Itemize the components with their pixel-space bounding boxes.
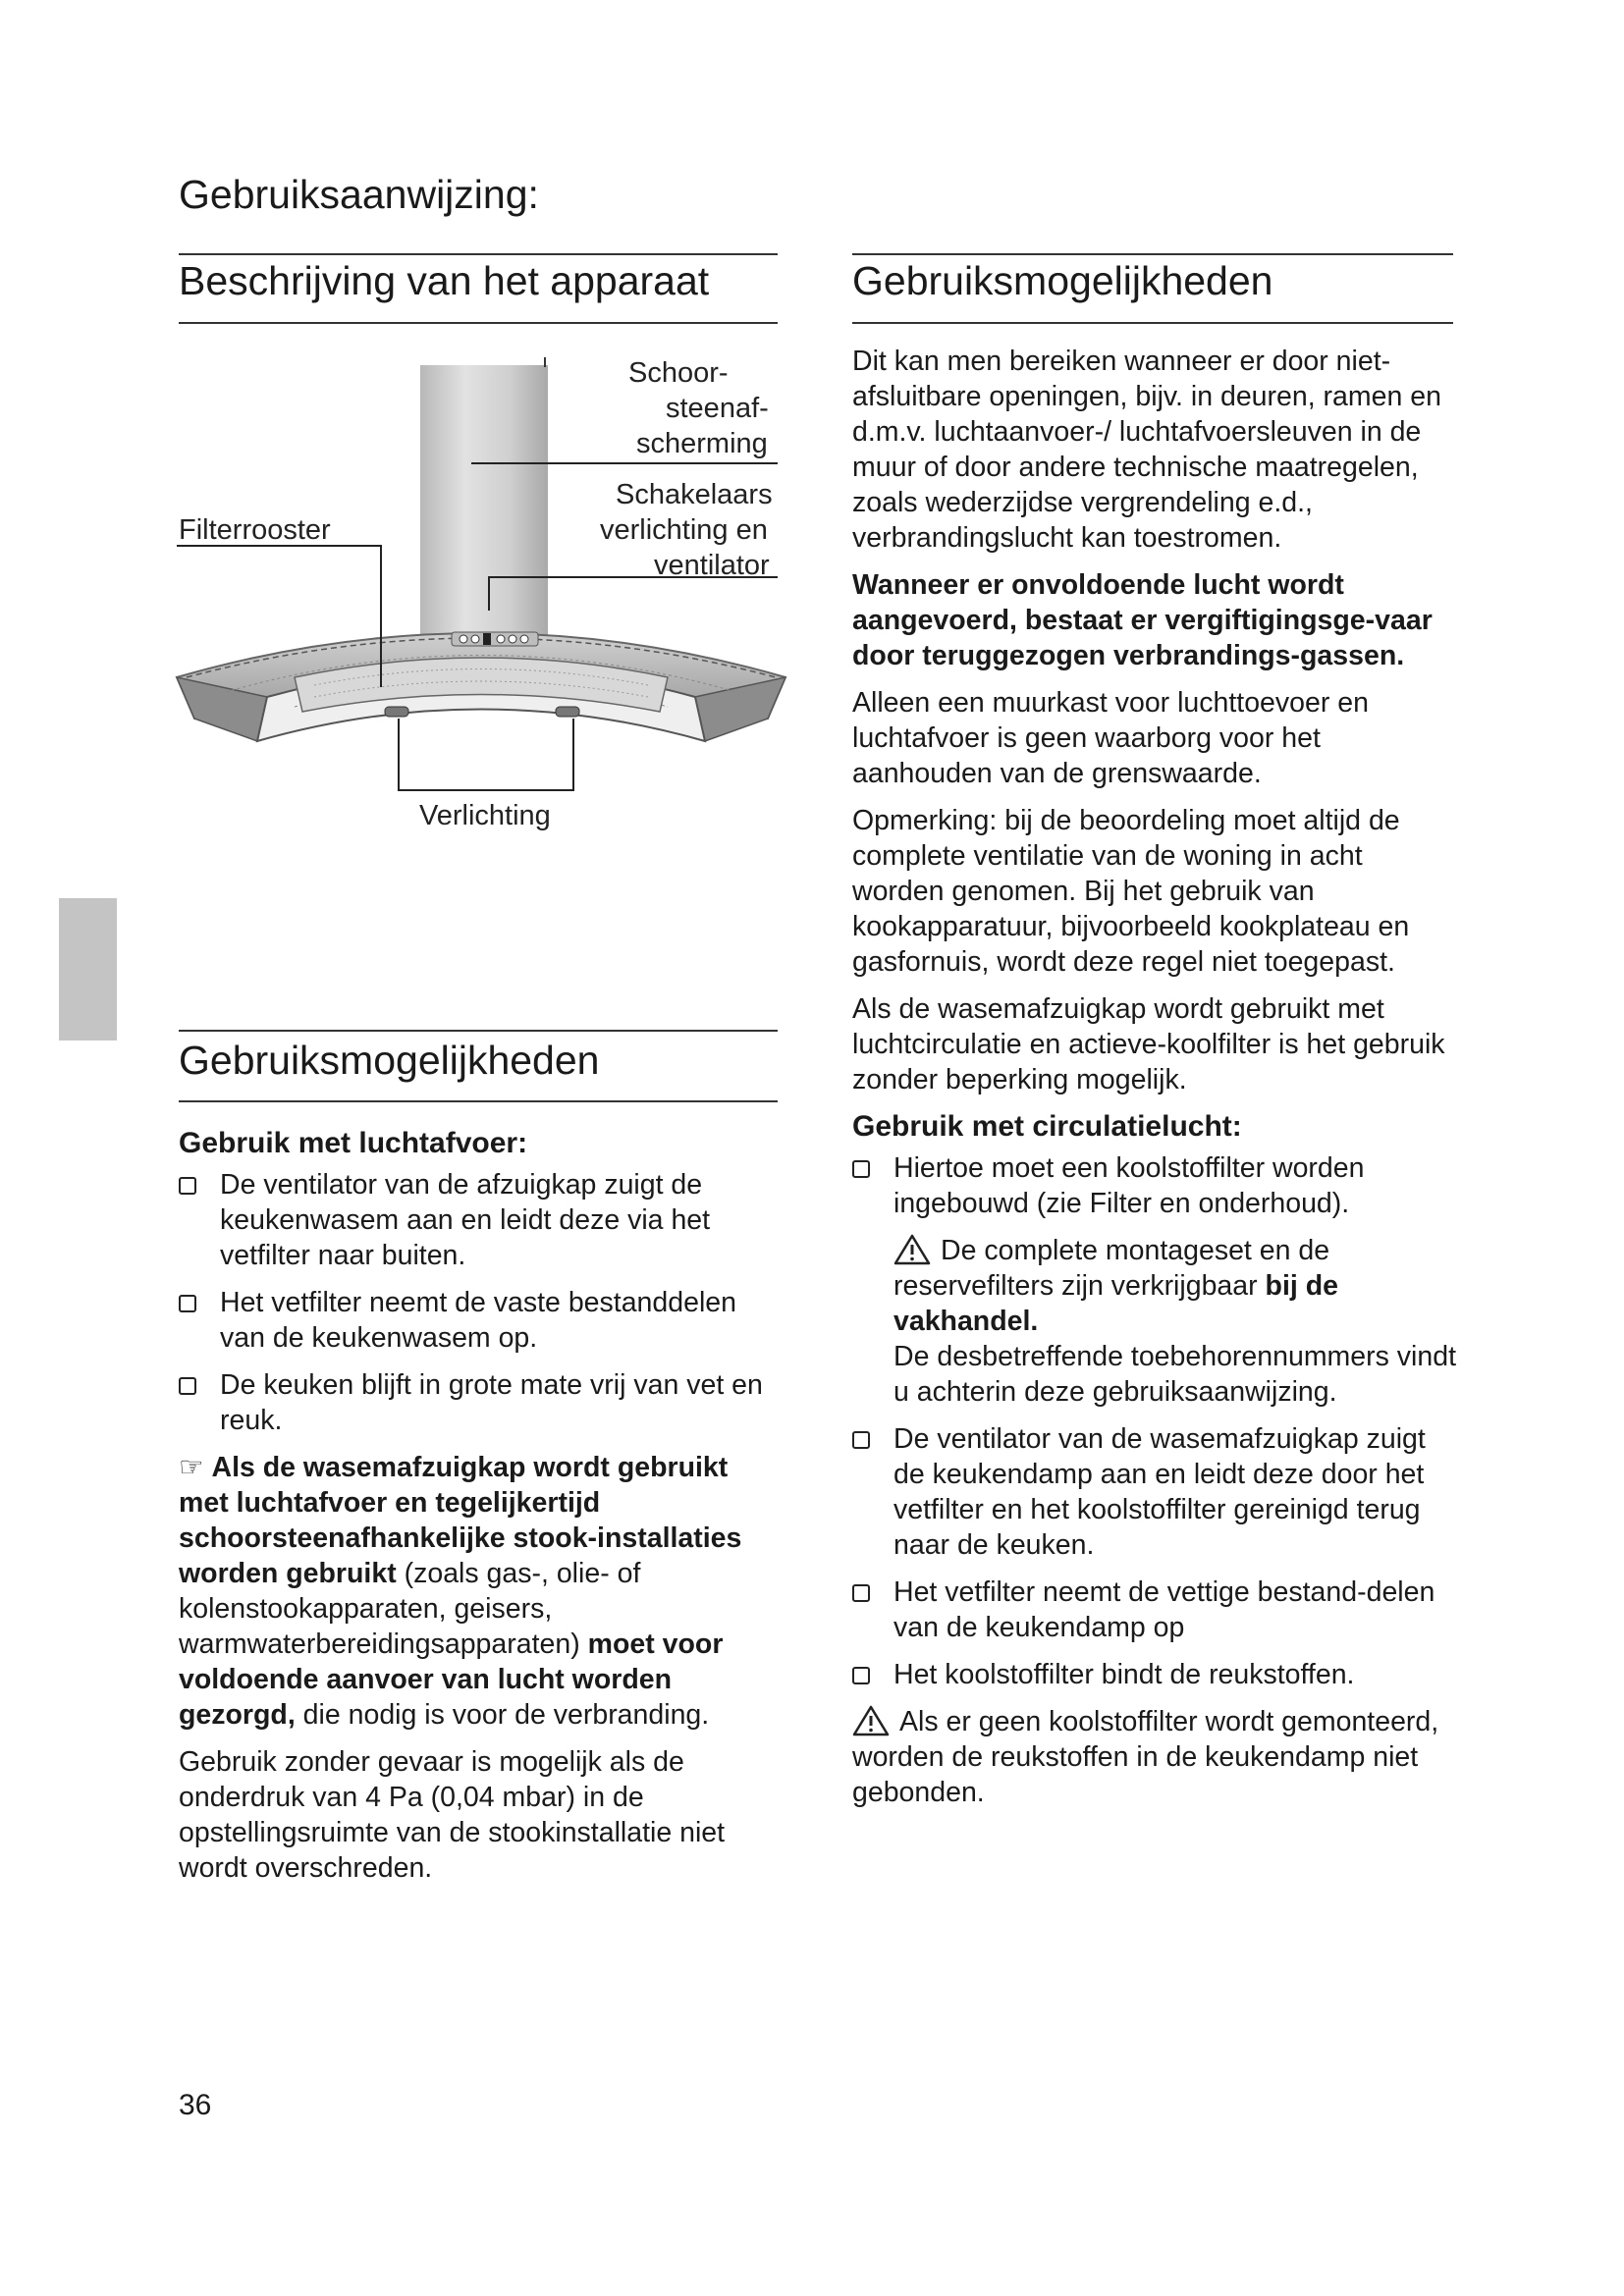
list-item: Hiertoe moet een koolstoffilter worden ingebouwd (zie Filter en onderhoud).: [852, 1150, 1456, 1221]
page-title: Gebruiksaanwijzing:: [179, 172, 539, 217]
note-paragraph: ☞ Als de wasemafzuigkap wordt gebruikt met luchtafvoer en tegelijkertijd schoorsteenafhankelijke stook-installaties worden gebruikt (zoals gas-, olie- of kolenstookapparaten, geisers, warmwaterbereidingsapparaten) moet voor voldoende aanvoer van lucht worden gezorgd, die nodig is voor de verbranding.: [179, 1452, 742, 1731]
divider: [852, 322, 1453, 324]
checkbox-bullet-icon: [852, 1667, 870, 1684]
section-title-description: Beschrijving van het apparaat: [179, 258, 710, 303]
chimney-cover: [420, 357, 548, 638]
list-item: Het vetfilter neemt de vettige bestand-delen van de keukendamp op: [852, 1575, 1456, 1645]
divider: [179, 322, 778, 324]
list-item: De ventilator van de afzuigkap zuigt de keukenwasem aan en leidt deze via het vetfilter naar buiten.: [179, 1167, 773, 1273]
label-chimney: steenaf-: [666, 393, 769, 424]
divider: [179, 1100, 778, 1102]
section-tab-marker: [59, 898, 117, 1041]
left-column-body: [179, 1126, 773, 1897]
checkbox-bullet-icon: [179, 1177, 196, 1195]
checkbox-bullet-icon: [852, 1431, 870, 1449]
control-panel: [452, 632, 538, 646]
warning-paragraph: Wanneer er onvoldoende lucht wordt aangevoerd, bestaat er vergiftigingsge-vaar door teruggezogen verbrandings-gassen.: [852, 569, 1433, 671]
label-switches: ventilator: [654, 550, 770, 581]
list-item: Het koolstoffilter bindt de reukstoffen.: [852, 1657, 1456, 1692]
section-title-usage-right: Gebruiksmogelijkheden: [852, 258, 1273, 303]
label-lighting: Verlichting: [419, 800, 551, 831]
paragraph: Dit kan men bereiken wanneer er door niet-afsluitbare openingen, bijv. in deuren, ramen en d.m.v. luchtaanvoer-/ luchtafvoersleuven in de muur of door andere technische maatregelen, zoals wederzijdse vergrendeling e.d., verbrandingslucht kan toestromen.: [852, 346, 1441, 554]
pointing-hand-icon: ☞: [179, 1452, 204, 1483]
right-column-body: [852, 344, 1456, 1822]
checkbox-bullet-icon: [179, 1377, 196, 1395]
subheading-exhaust: Gebruik met luchtafvoer:: [179, 1127, 528, 1159]
warning-block: De complete montageset en de reservefilters zijn verkrijgbaar bij de vakhandel. De desbetreffende toebehorennummers vindt u achterin deze gebruiksaanwijzing.: [893, 1235, 1457, 1408]
label-filter-grille: Filterrooster: [179, 514, 331, 546]
label-switches: verlichting en: [600, 514, 768, 546]
warning-triangle-icon: [893, 1234, 931, 1265]
paragraph: Als de wasemafzuigkap wordt gebruikt met luchtcirculatie en actieve-koolfilter is het gebruik zonder beperking mogelijk.: [852, 993, 1445, 1095]
label-switches: Schakelaars: [616, 479, 773, 510]
paragraph: Alleen een muurkast voor luchttoevoer en luchtafvoer is geen waarborg voor het aanhouden van de grenswaarde.: [852, 687, 1369, 789]
paragraph: Gebruik zonder gevaar is mogelijk als de onderdruk van 4 Pa (0,04 mbar) in de opstellingsruimte van de stookinstallatie niet wordt overschreden.: [179, 1746, 726, 1884]
paragraph: Opmerking: bij de beoordeling moet altijd de complete ventilatie van de woning in acht worden genomen. Bij het gebruik van kookapparatuur, bijvoorbeeld kookplateau en gasfornuis, wordt deze regel niet toegepast.: [852, 805, 1410, 978]
list-item: Het vetfilter neemt de vaste bestanddelen van de keukenwasem op.: [179, 1285, 773, 1356]
divider: [179, 253, 778, 255]
subheading-recirculation: Gebruik met circulatielucht:: [852, 1110, 1242, 1143]
warning-triangle-icon: [852, 1705, 890, 1736]
label-chimney: scherming: [636, 428, 768, 459]
label-chimney: Schoor-: [628, 357, 729, 389]
divider: [852, 253, 1453, 255]
warning-paragraph: Als er geen koolstoffilter wordt gemonteerd, worden de reukstoffen in de keukendamp niet gebonden.: [852, 1706, 1439, 1808]
divider: [179, 1030, 778, 1032]
list-item: De keuken blijft in grote mate vrij van vet en reuk.: [179, 1367, 773, 1438]
page-number: 36: [179, 2089, 212, 2121]
section-title-usage: Gebruiksmogelijkheden: [179, 1038, 600, 1083]
list-item: De ventilator van de wasemafzuigkap zuigt de keukendamp aan en leidt deze door het vetfilter en het koolstoffilter gereinigd terug naar de keuken.: [852, 1421, 1456, 1563]
checkbox-bullet-icon: [852, 1584, 870, 1602]
checkbox-bullet-icon: [179, 1295, 196, 1312]
checkbox-bullet-icon: [852, 1160, 870, 1178]
